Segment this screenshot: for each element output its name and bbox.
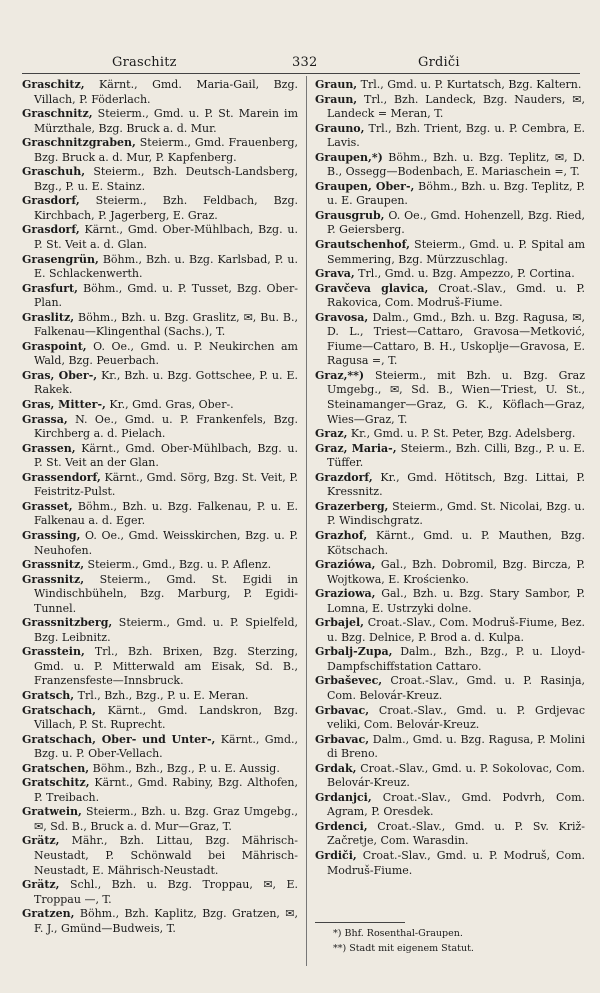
entry-text: Steierm., Gmd. Frauenberg, Bzg. Bruck a. d. Mur, P. Kapfenberg. xyxy=(34,136,298,164)
entry-text: N. Oe., Gmd. u. P. Frankenfels, Bzg. Kirchberg a. d. Pielach. xyxy=(34,412,298,441)
entry-text: Steierm., Gmd. u. P. Spital am Semmering, Bzg. Mürzzuschlag. xyxy=(327,238,585,266)
entry-text: Steierm., Bzh. Feldbach, Bzg. Kirchbach, P. Jagerberg, E. Graz. xyxy=(34,194,299,222)
entry-text: Steierm., Gmd., Bzg. u. P. Aflenz. xyxy=(87,558,272,572)
entry xyxy=(315,645,585,674)
entry xyxy=(22,907,298,936)
entry xyxy=(22,689,298,704)
entry xyxy=(315,471,585,500)
entry-text: Kärnt., Gmd. Ober-Mühlbach, Bzg. u. P. St. Veit a. d. Glan. xyxy=(34,223,298,252)
entry xyxy=(22,500,298,529)
entry xyxy=(315,93,585,122)
entry-text: Steierm., mit Bzh. u. Bzg. Graz Umgebg., ✉, Sd. B., Wien—Triest, U. St., Steinamanger—Graz, G. K., Köflach—Graz, Wies—Graz, T. xyxy=(327,368,585,426)
entry-headword: Grbajel, xyxy=(315,616,364,630)
entry-headword: Grassnitz, xyxy=(22,572,85,586)
entry-headword: Grava, xyxy=(315,267,355,281)
entry xyxy=(22,471,298,500)
entry-headword: Grauno, xyxy=(315,121,365,135)
entry xyxy=(22,704,298,733)
entry-headword: Grasdorf, xyxy=(22,194,80,208)
entry-headword: Gravčeva glavica, xyxy=(315,281,429,295)
running-head-left: Graschitz xyxy=(112,55,177,70)
entry-text: Steierm., Bzh. Cilli, Bzg., P. u. E. Tüffer. xyxy=(327,441,585,470)
entry-text: Mähr., Bzh. Littau, Bzg. Mährisch-Neustadt, P. Schönwald bei Mährisch-Neustadt, E. Mährisch-Neustadt. xyxy=(34,834,299,877)
entry xyxy=(22,223,298,252)
entry-text: O. Oe., Gmd. u. P. Neukirchen am Wald, Bzg. Peuerbach. xyxy=(34,339,298,368)
entry xyxy=(22,340,298,369)
entry-text: Dalm., Gmd., Bzh. u. Bzg. Ragusa, ✉, D. L., Triest—Cattaro, Gravosa—Metković, Fiume—Cattaro, B. H., Uskoplje—Gravosa, E. Ragusa =, T. xyxy=(327,310,585,368)
entry xyxy=(22,878,298,907)
entry-text: Kr., Gmd. u. P. St. Peter, Bzg. Adelsberg. xyxy=(350,427,576,441)
entry-headword: Grbavac, xyxy=(315,703,370,717)
entry-text: Böhm., Bzh. Kaplitz, Bzg. Gratzen, ✉, F. J., Gmünd—Budweis, T. xyxy=(34,907,298,935)
entry-text: Kr., Gmd. Gras, Ober-. xyxy=(109,398,234,412)
entry xyxy=(315,587,585,616)
entry-text: Dalm., Bzh., Bzg., P. u. Lloyd-Dampfschiffstation Cattaro. xyxy=(327,645,586,673)
entry-text: Croat.-Slav., Gmd. u. P. Grdjevac veliki, Com. Belovár-Kreuz. xyxy=(327,703,585,732)
entry xyxy=(22,529,298,558)
entry-headword: Grazhof, xyxy=(315,528,368,542)
entry xyxy=(315,122,585,151)
entry-headword: Grasdorf, xyxy=(22,223,80,237)
entry xyxy=(315,849,585,878)
entry-text: Steierm., Gmd. u. P. Spielfeld, Bzg. Leibnitz. xyxy=(34,616,299,644)
entry-headword: Graschnitzgraben, xyxy=(22,136,136,150)
entry xyxy=(22,413,298,442)
entry xyxy=(315,78,585,93)
entry xyxy=(315,282,585,311)
entry-text: Croat.-Slav., Gmd. u. P. Rasinja, Com. Belovár-Kreuz. xyxy=(327,674,585,702)
entry-headword: Gratschitz, xyxy=(22,776,90,790)
entry-headword: Grbavac, xyxy=(315,732,370,746)
entry xyxy=(22,762,298,777)
footnote-rule xyxy=(315,922,405,923)
entry xyxy=(315,558,585,587)
entry-text: Schl., Bzh. u. Bzg. Troppau, ✉, E. Troppau —, T. xyxy=(34,878,298,906)
entry-text: Croat.-Slav., Com. Modruš-Fiume, Bez. u. Bzg. Delnice, P. Brod a. d. Kulpa. xyxy=(327,616,585,644)
entry xyxy=(22,136,298,165)
entry-text: Steierm., Gmd. St. Egidi in Windischbüheln, Bzg. Marburg, P. Egidi-Tunnel. xyxy=(34,572,298,615)
entry-headword: Gratsch, xyxy=(22,688,75,702)
header-rule xyxy=(22,73,580,74)
entry-text: Dalm., Gmd. u. Bzg. Ragusa, P. Molini di Breno. xyxy=(327,732,585,761)
entry-headword: Graupen,*) xyxy=(315,150,383,164)
entry-text: Croat.-Slav., Gmd. Podvrh, Com. Agram, P. Oresdek. xyxy=(327,790,586,819)
footnote: **) Stadt mit eigenem Statut. xyxy=(333,943,474,954)
entry xyxy=(315,529,585,558)
entry xyxy=(22,558,298,573)
entry xyxy=(22,398,298,413)
entry xyxy=(315,442,585,471)
entry-headword: Graz, Maria-, xyxy=(315,441,397,455)
entry-headword: Graspoint, xyxy=(22,339,87,353)
entry xyxy=(22,834,298,878)
entry-headword: Graun, xyxy=(315,92,358,106)
column-divider xyxy=(306,76,307,966)
entry-headword: Graun, xyxy=(315,78,358,91)
entry xyxy=(22,282,298,311)
entry-text: O. Oe., Gmd. Hohenzell, Bzg. Ried, P. Geiersberg. xyxy=(327,208,585,237)
entry-headword: Graziowa, xyxy=(315,587,376,601)
entry xyxy=(22,78,298,107)
entry-text: Kärnt., Gmd. Rabiny, Bzg. Althofen, P. Treibach. xyxy=(34,776,299,804)
entry xyxy=(22,645,298,689)
entry-headword: Grdiči, xyxy=(315,848,357,862)
entry-headword: Grbalj-Zupa, xyxy=(315,645,393,659)
entry-text: Croat.-Slav., Gmd. u. P. Rakovica, Com. Modruš-Fiume. xyxy=(327,281,586,310)
entry-headword: Graslitz, xyxy=(22,310,75,324)
entry-headword: Grätz, xyxy=(22,834,60,848)
footnote: *) Bhf. Rosenthal-Graupen. xyxy=(333,928,463,939)
entry xyxy=(315,791,585,820)
entry-headword: Grassen, xyxy=(22,441,76,455)
entry xyxy=(22,805,298,834)
entry-headword: Grautschenhof, xyxy=(315,238,410,252)
entry-text: Kärnt., Gmd., Bzg. u. P. Ober-Vellach. xyxy=(34,732,298,761)
entry-headword: Graschitz, xyxy=(22,78,85,91)
entry-headword: Grasfurt, xyxy=(22,281,78,295)
entry xyxy=(315,311,585,369)
entry xyxy=(315,500,585,529)
entry xyxy=(315,151,585,180)
entry-text: Gal., Bzh. Dobromil, Bzg. Bircza, P. Wojtkowa, E. Krościenko. xyxy=(327,558,585,586)
entry-headword: Grazerberg, xyxy=(315,499,389,513)
entry-text: Böhm., Bzh. u. Bzg. Karlsbad, P. u. E. Schlackenwerth. xyxy=(34,252,298,281)
entry-text: Böhm., Bzh., Bzg., P. u. E. Aussig. xyxy=(92,761,280,775)
entry-text: Böhm., Gmd. u. P. Tusset, Bzg. Ober-Plan. xyxy=(34,281,298,310)
entry-text: Kärnt., Gmd. Maria-Gail, Bzg. Villach, P. Föderlach. xyxy=(34,78,298,106)
entry-text: Trl., Gmd. u. P. Kurtatsch, Bzg. Kaltern. xyxy=(360,78,582,91)
entry-text: Böhm., Bzh. u. Bzg. Graslitz, ✉, Bu. B., Falkenau—Klingenthal (Sachs.), T. xyxy=(34,310,298,339)
entry-headword: Graziówa, xyxy=(315,558,376,572)
entry-headword: Graz,**) xyxy=(315,368,365,382)
entry-headword: Gratschen, xyxy=(22,761,90,775)
entry-text: Kr., Gmd. Hötitsch, Bzg. Littai, P. Kressnitz. xyxy=(327,470,585,499)
entry-text: Böhm., Bzh. u. Bzg. Teplitz, P. u. E. Graupen. xyxy=(327,179,586,208)
entry xyxy=(315,427,585,442)
entry xyxy=(22,776,298,805)
entry xyxy=(315,180,585,209)
entry-text: Croat.-Slav., Gmd. u. P. Sokolovac, Com. Belovár-Kreuz. xyxy=(327,761,585,790)
entry-headword: Grassing, xyxy=(22,528,81,542)
entry-headword: Graz, xyxy=(315,427,348,441)
entry-headword: Graschuh, xyxy=(22,165,86,179)
entry-text: Kärnt., Gmd. Sörg, Bzg. St. Veit, P. Feistritz-Pulst. xyxy=(34,470,299,499)
left-column xyxy=(22,78,298,936)
entry xyxy=(22,107,298,136)
entry-headword: Gravosa, xyxy=(315,310,369,324)
entry-headword: Gratschach, xyxy=(22,703,96,717)
entry-headword: Graschnitz, xyxy=(22,107,93,121)
right-column xyxy=(315,78,585,878)
entry-headword: Grassnitz, xyxy=(22,558,85,572)
entry-text: Kärnt., Gmd. Landskron, Bzg. Villach, P. St. Ruprecht. xyxy=(34,703,298,732)
entry xyxy=(22,733,298,762)
entry-headword: Gras, Ober-, xyxy=(22,368,98,382)
entry-text: Trl., Gmd. u. Bzg. Ampezzo, P. Cortina. xyxy=(358,267,575,281)
entry-headword: Gratwein, xyxy=(22,805,82,819)
entry-text: Trl., Bzh. Trient, Bzg. u. P. Cembra, E. Lavis. xyxy=(327,121,586,150)
entry-headword: Grasengrün, xyxy=(22,252,99,266)
entry-text: Croat.-Slav., Gmd. u. P. Sv. Križ-Začretje, Com. Warasdin. xyxy=(327,819,585,848)
entry xyxy=(315,733,585,762)
entry-headword: Gratzen, xyxy=(22,907,75,921)
entry xyxy=(315,369,585,427)
entry xyxy=(315,674,585,703)
entry xyxy=(315,267,585,282)
page-number: 332 xyxy=(292,55,318,70)
entry-text: Böhm., Bzh. u. Bzg. Falkenau, P. u. E. Falkenau a. d. Eger. xyxy=(34,499,298,528)
entry xyxy=(315,209,585,238)
entry-text: Croat.-Slav., Gmd. u. P. Modruš, Com. Modruš-Fiume. xyxy=(327,848,586,877)
entry-text: Kr., Bzh. u. Bzg. Gottschee, P. u. E. Rakek. xyxy=(34,368,298,397)
entry-text: Steierm., Bzh. Deutsch-Landsberg, Bzg., P. u. E. Stainz. xyxy=(34,165,298,193)
entry-headword: Grausgrub, xyxy=(315,208,385,222)
entry-headword: Grassendorf, xyxy=(22,470,101,484)
entry xyxy=(315,704,585,733)
entry-text: Steierm., Bzh. u. Bzg. Graz Umgebg., ✉, Sd. B., Bruck a. d. Mur—Graz, T. xyxy=(34,805,298,833)
entry xyxy=(315,238,585,267)
entry xyxy=(315,616,585,645)
entry-text: Gal., Bzh. u. Bzg. Stary Sambor, P. Lomna, E. Ustrzyki dolne. xyxy=(327,587,585,615)
entry-headword: Grassnitzberg, xyxy=(22,616,113,630)
entry-headword: Gratschach, Ober- und Unter-, xyxy=(22,732,216,746)
entry-headword: Grasstein, xyxy=(22,645,85,659)
entry xyxy=(22,165,298,194)
entry xyxy=(22,369,298,398)
entry-headword: Grazdorf, xyxy=(315,470,373,484)
entry-headword: Graupen, Ober-, xyxy=(315,179,415,193)
entry-headword: Grdenci, xyxy=(315,819,368,833)
entry-headword: Grasset, xyxy=(22,499,73,513)
entry xyxy=(22,616,298,645)
entry xyxy=(22,253,298,282)
entry xyxy=(22,194,298,223)
entry xyxy=(22,311,298,340)
entry-headword: Grassa, xyxy=(22,412,68,426)
entry-text: Böhm., Bzh. u. Bzg. Teplitz, ✉, D. B., Ossegg—Bodenbach, E. Mariaschein =, T. xyxy=(327,150,586,179)
entry-headword: Gras, Mitter-, xyxy=(22,398,106,412)
entry-headword: Grdak, xyxy=(315,761,357,775)
entry-headword: Grdanjci, xyxy=(315,790,372,804)
entry xyxy=(22,442,298,471)
entry-text: Steierm., Gmd. St. Nicolai, Bzg. u. P. Windischgratz. xyxy=(327,499,585,528)
entry-text: Steierm., Gmd. u. P. St. Marein im Mürzthale, Bzg. Bruck a. d. Mur. xyxy=(34,107,298,135)
entry xyxy=(315,762,585,791)
entry-headword: Grbaševec, xyxy=(315,674,383,688)
entry-text: Trl., Bzh., Bzg., P. u. E. Meran. xyxy=(77,688,249,702)
entry-text: Trl., Bzh. Landeck, Bzg. Nauders, ✉, Landeck = Meran, T. xyxy=(327,92,585,121)
entry-text: O. Oe., Gmd. Weisskirchen, Bzg. u. P. Neuhofen. xyxy=(34,528,298,557)
entry-text: Trl., Bzh. Brixen, Bzg. Sterzing, Gmd. u. P. Mitterwald am Eisak, Sd. B., Franzensfeste—Innsbruck. xyxy=(34,645,298,688)
entry xyxy=(22,573,298,617)
entry xyxy=(315,820,585,849)
entry-text: Kärnt., Gmd. Ober-Mühlbach, Bzg. u. P. St. Veit an der Glan. xyxy=(34,441,298,470)
entry-text: Kärnt., Gmd. u. P. Mauthen, Bzg. Kötschach. xyxy=(327,528,585,557)
running-head-right: Grdiči xyxy=(418,55,460,70)
entry-headword: Grätz, xyxy=(22,878,60,892)
